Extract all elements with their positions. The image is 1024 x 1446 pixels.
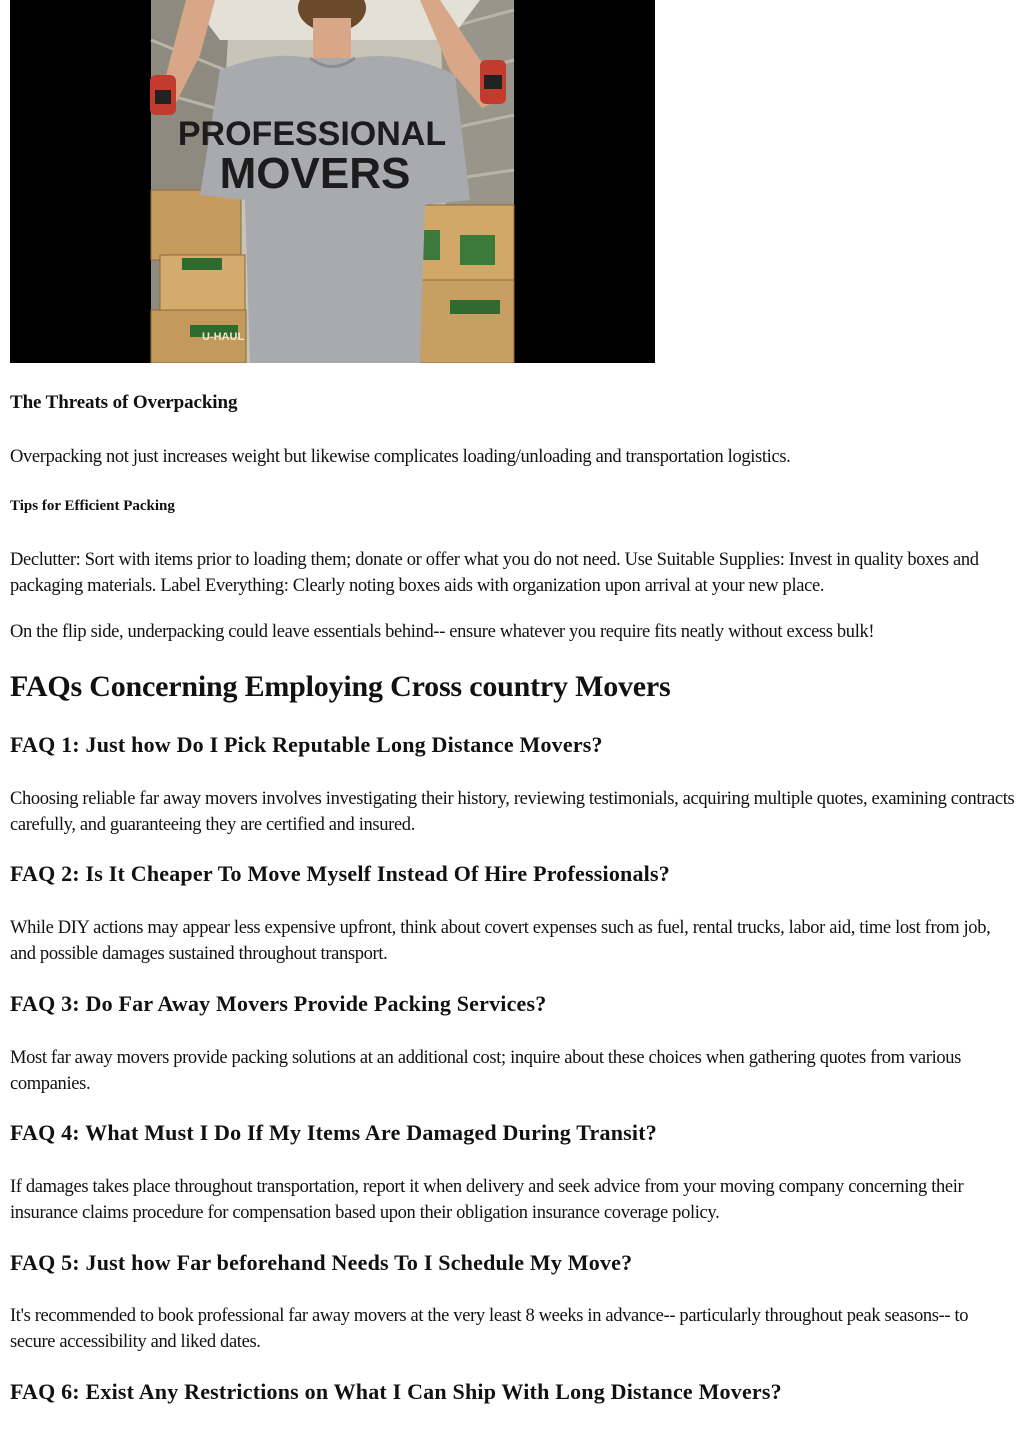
faqs-heading: FAQs Concerning Employing Cross country Movers [10,670,671,703]
faq-3-question: FAQ 3: Do Far Away Movers Provide Packing Services? [10,991,547,1016]
threats-heading: The Threats of Overpacking [10,392,238,413]
faq-1-question: FAQ 1: Just how Do I Pick Reputable Long Distance Movers? [10,732,603,757]
shirt-text-line1: PROFESSIONAL [177,115,447,153]
hero-photo-professional-movers [10,0,655,363]
faq-5-answer: It's recommended to book professional far away movers at the very least 8 weeks in advance-- particularly throughout peak seasons-- to secure accessibility and liked dates. [10,1306,969,1352]
faq-5-question: FAQ 5: Just how Far beforehand Needs To I Schedule My Move? [10,1250,633,1275]
document-page [10,0,1015,1404]
flip-side-paragraph: On the flip side, underpacking could leave essentials behind-- ensure whatever you require fits neatly without excess bulk! [10,622,875,642]
faq-1-answer: Choosing reliable far away movers involves investigating their history, reviewing testimonials, acquiring multiple quotes, examining contracts carefully, and guaranteeing they are certified and insured. [10,789,1015,835]
tips-paragraph: Declutter: Sort with items prior to loading them; donate or offer what you do not need. Use Suitable Supplies: Invest in quality boxes and packaging materials. Label Everything: Clearly noting boxes aids with organization upon arrival at your new place. [10,550,979,596]
box-label: U-HAUL [202,331,245,343]
faq-3-answer: Most far away movers provide packing solutions at an additional cost; inquire about these choices when gathering quotes from various companies. [10,1048,962,1094]
faq-4-question: FAQ 4: What Must I Do If My Items Are Damaged During Transit? [10,1120,657,1145]
threats-paragraph: Overpacking not just increases weight but likewise complicates loading/unloading and transportation logistics. [10,447,791,467]
faq-4-answer: If damages takes place throughout transportation, report it when delivery and seek advice from your moving company concerning their insurance claims procedure for compensation based upon their obligation insurance coverage policy. [10,1177,964,1223]
hero-photo-illustration [10,0,655,363]
faq-2-question: FAQ 2: Is It Cheaper To Move Myself Instead Of Hire Professionals? [10,861,670,886]
shirt-text-line2: MOVERS [219,149,411,198]
tips-heading: Tips for Efficient Packing [10,498,175,514]
faq-2-answer: While DIY actions may appear less expensive upfront, think about covert expenses such as fuel, rental trucks, labor aid, time lost from job, and possible damages sustained throughout transport. [10,918,991,964]
faq-6-question: FAQ 6: Exist Any Restrictions on What I Can Ship With Long Distance Movers? [10,1379,782,1404]
